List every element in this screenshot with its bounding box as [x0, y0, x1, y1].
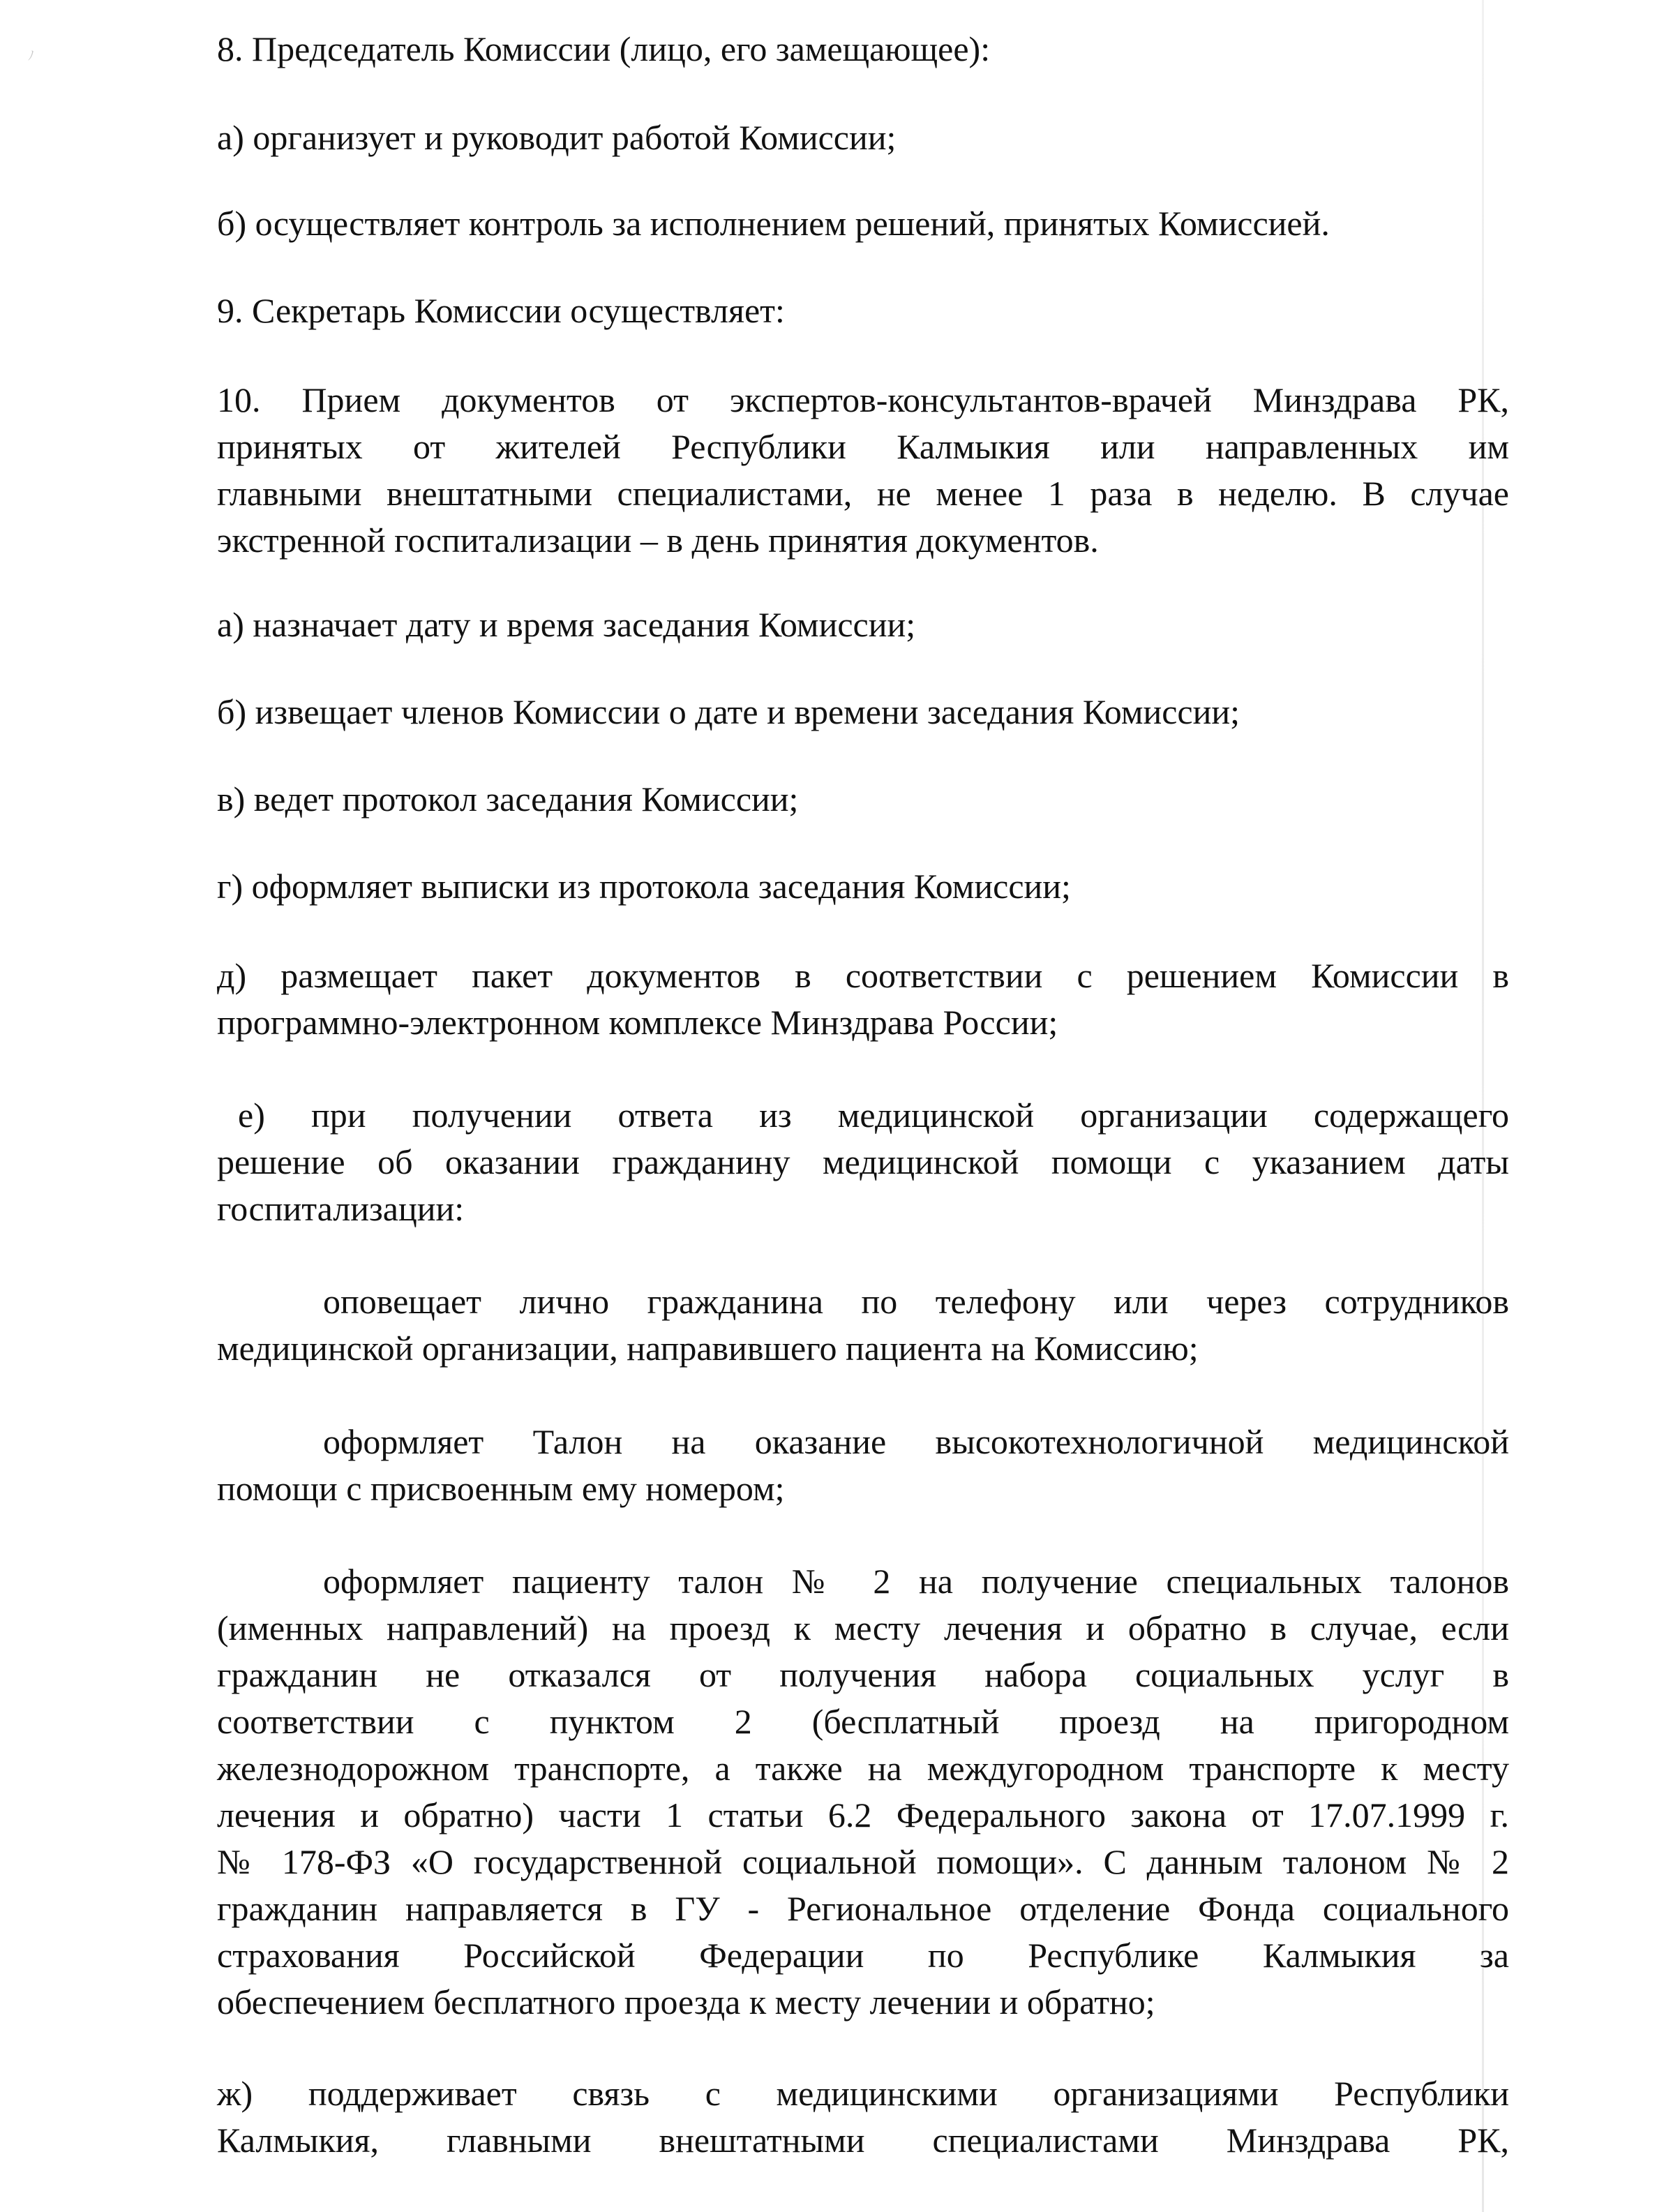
text-line: № 178-ФЗ «О государственной социальной помощи». С данным талоном № 2	[217, 1842, 1509, 1881]
text-line: помощи с присвоенным ему номером;	[217, 1469, 785, 1508]
text-line: госпитализации:	[217, 1189, 465, 1228]
text-line: главными внештатными специалистами, не менее 1 раза в неделю. В случае	[217, 474, 1509, 513]
text-line: б) извещает членов Комиссии о дате и времени заседания Комиссии;	[217, 692, 1240, 731]
text-line: оформляет пациенту талон № 2 на получение специальных талонов	[323, 1562, 1509, 1601]
paragraph-10-zh	[217, 2070, 1509, 2164]
text-line: 10. Прием документов от экспертов-консультантов-врачей Минздрава РК,	[217, 380, 1509, 419]
text-line: соответствии с пунктом 2 (бесплатный проезд на пригородном	[217, 1702, 1509, 1741]
text-line: Калмыкия, главными внештатными специалистами Минздрава РК,	[217, 2121, 1509, 2160]
paragraph-issue-coupon-2	[217, 1558, 1509, 2026]
text-line: б) осуществляет контроль за исполнением решений, принятых Комиссией.	[217, 204, 1330, 243]
paragraph-10-v	[217, 776, 1509, 823]
text-line: ж) поддерживает связь с медицинскими организациями Республики	[217, 2074, 1509, 2113]
text-line: страхования Российской Федерации по Республике Калмыкия за	[217, 1936, 1509, 1975]
text-line: гражданин направляется в ГУ - Региональное отделение Фонда социального	[217, 1889, 1509, 1928]
paragraph-10-a	[217, 601, 1509, 648]
text-line: решение об оказании гражданину медицинской помощи с указанием даты	[217, 1142, 1509, 1181]
text-line: гражданин не отказался от получения набора социальных услуг в	[217, 1655, 1509, 1694]
text-line: лечения и обратно) части 1 статьи 6.2 Федерального закона от 17.07.1999 г.	[217, 1795, 1509, 1834]
paragraph-notify-citizen	[217, 1278, 1509, 1372]
text-line: (именных направлений) на проезд к месту лечения и обратно в случае, если	[217, 1608, 1509, 1647]
text-line: а) организует и руководит работой Комиссии;	[217, 118, 897, 157]
scan-speck: ﾉ	[28, 49, 34, 63]
text-line: экстренной госпитализации – в день принятия документов.	[217, 521, 1099, 560]
text-line: принятых от жителей Республики Калмыкия или направленных им	[217, 427, 1509, 466]
text-line: 9. Секретарь Комиссии осуществляет:	[217, 291, 785, 330]
paragraph-10-e	[217, 1092, 1509, 1232]
paragraph-8-b	[217, 200, 1509, 247]
text-line: д) размещает пакет документов в соответствии с решением Комиссии в	[217, 956, 1509, 995]
text-line: е) при получении ответа из медицинской организации содержащего	[238, 1096, 1509, 1135]
paragraph-8-a	[217, 114, 1509, 161]
text-line: программно-электронном комплексе Минздрава России;	[217, 1003, 1058, 1042]
paragraph-9-secretary	[217, 287, 1509, 334]
paragraph-10-d	[217, 952, 1509, 1046]
text-line: медицинской организации, направившего пациента на Комиссию;	[217, 1329, 1199, 1368]
text-line: а) назначает дату и время заседания Комиссии;	[217, 605, 916, 644]
paragraph-8-chairman	[217, 26, 1509, 73]
paragraph-10-b	[217, 689, 1509, 735]
text-line: железнодорожном транспорте, а также на междугородном транспорте к месту	[217, 1749, 1509, 1788]
text-line: обеспечением бесплатного проезда к месту лечении и обратно;	[217, 1982, 1155, 2022]
text-line: оформляет Талон на оказание высокотехнологичной медицинской	[323, 1422, 1509, 1461]
paragraph-10-document-intake	[217, 377, 1509, 564]
text-line: оповещает лично гражданина по телефону или через сотрудников	[323, 1282, 1509, 1321]
paragraph-10-g	[217, 863, 1509, 910]
paragraph-issue-vmp-coupon	[217, 1419, 1509, 1512]
text-line: в) ведет протокол заседания Комиссии;	[217, 779, 799, 819]
text-line: 8. Председатель Комиссии (лицо, его замещающее):	[217, 29, 991, 68]
text-line: г) оформляет выписки из протокола заседания Комиссии;	[217, 867, 1071, 906]
